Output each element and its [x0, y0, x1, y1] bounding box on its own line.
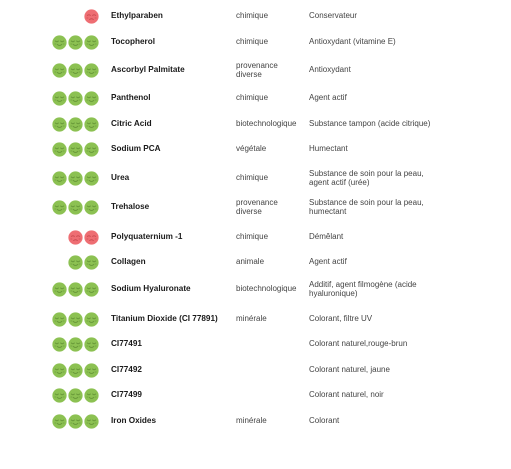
ingredient-name: Sodium PCA — [111, 144, 161, 153]
rating-icons — [52, 91, 99, 106]
good-rating-face-icon — [52, 312, 67, 327]
good-rating-face-icon — [52, 91, 67, 106]
good-rating-face-icon — [52, 142, 67, 157]
ingredient-origin: chimique — [236, 11, 269, 21]
good-rating-face-icon — [68, 142, 83, 157]
ingredient-origin: chimique — [236, 232, 269, 242]
ingredient-origin: végétale — [236, 144, 267, 154]
ingredient-name: Sodium Hyaluronate — [111, 284, 191, 293]
ingredient-function: Colorant naturel, jaune — [309, 365, 390, 375]
ingredient-name: Titanium Dioxide (CI 77891) — [111, 314, 218, 323]
ingredient-function: Humectant — [309, 144, 348, 154]
good-rating-face-icon — [68, 388, 83, 403]
ingredient-function: Agent actif — [309, 93, 347, 103]
rating-icons — [52, 171, 99, 186]
good-rating-face-icon — [68, 363, 83, 378]
good-rating-face-icon — [52, 282, 67, 297]
good-rating-face-icon — [52, 200, 67, 215]
ingredient-name: Tocopherol — [111, 37, 155, 46]
rating-icons — [52, 282, 99, 297]
good-rating-face-icon — [52, 388, 67, 403]
ingredient-name: CI77491 — [111, 339, 142, 348]
rating-icons — [52, 142, 99, 157]
good-rating-face-icon — [84, 91, 99, 106]
good-rating-face-icon — [84, 337, 99, 352]
good-rating-face-icon — [84, 117, 99, 132]
ingredient-origin: minérale — [236, 314, 267, 324]
good-rating-face-icon — [68, 63, 83, 78]
good-rating-face-icon — [52, 414, 67, 429]
ingredient-function: Substance de soin pour la peau, agent actif (urée) — [309, 168, 424, 187]
good-rating-face-icon — [52, 337, 67, 352]
good-rating-face-icon — [84, 171, 99, 186]
ingredient-name: Trehalose — [111, 202, 150, 211]
ingredient-function: Conservateur — [309, 11, 358, 21]
good-rating-face-icon — [84, 200, 99, 215]
ingredient-function: Antioxydant (vitamine E) — [309, 37, 396, 47]
ingredient-name: Polyquaternium -1 — [111, 232, 183, 241]
good-rating-face-icon — [68, 337, 83, 352]
good-rating-face-icon — [84, 363, 99, 378]
bad-rating-face-icon — [68, 230, 83, 245]
bad-rating-face-icon — [84, 9, 99, 24]
rating-icons — [52, 9, 99, 24]
ingredient-function: Antioxydant — [309, 65, 351, 75]
ingredient-name: Urea — [111, 173, 130, 182]
ingredient-origin: biotechnologique — [236, 284, 297, 294]
ingredient-origin: biotechnologique — [236, 119, 297, 129]
good-rating-face-icon — [52, 171, 67, 186]
ingredient-name: Ascorbyl Palmitate — [111, 65, 185, 74]
good-rating-face-icon — [68, 282, 83, 297]
good-rating-face-icon — [68, 312, 83, 327]
ingredient-function: Colorant, filtre UV — [309, 314, 373, 324]
bad-rating-face-icon — [84, 230, 99, 245]
rating-icons — [52, 414, 99, 429]
ingredient-origin: chimique — [236, 173, 269, 183]
ingredient-function: Additif, agent filmogène (acide hyaluronique) — [309, 279, 417, 298]
good-rating-face-icon — [68, 200, 83, 215]
ingredient-name: Ethylparaben — [111, 11, 163, 20]
good-rating-face-icon — [84, 255, 99, 270]
ingredient-name: CI77499 — [111, 390, 142, 399]
good-rating-face-icon — [84, 282, 99, 297]
good-rating-face-icon — [84, 63, 99, 78]
good-rating-face-icon — [52, 363, 67, 378]
ingredient-origin: chimique — [236, 37, 269, 47]
good-rating-face-icon — [68, 117, 83, 132]
rating-icons — [52, 337, 99, 352]
good-rating-face-icon — [52, 35, 67, 50]
good-rating-face-icon — [84, 414, 99, 429]
good-rating-face-icon — [84, 388, 99, 403]
rating-icons — [52, 117, 99, 132]
good-rating-face-icon — [68, 35, 83, 50]
good-rating-face-icon — [84, 35, 99, 50]
ingredient-function: Substance tampon (acide citrique) — [309, 119, 431, 129]
ingredient-function: Colorant naturel, noir — [309, 390, 384, 400]
ingredient-function: Colorant naturel,rouge-brun — [309, 339, 408, 349]
ingredient-origin: animale — [236, 257, 265, 267]
ingredient-function: Substance de soin pour la peau, humectant — [309, 197, 424, 216]
good-rating-face-icon — [68, 171, 83, 186]
rating-icons — [52, 200, 99, 215]
ingredient-function: Colorant — [309, 416, 340, 426]
good-rating-face-icon — [84, 312, 99, 327]
good-rating-face-icon — [84, 142, 99, 157]
rating-icons — [52, 363, 99, 378]
good-rating-face-icon — [52, 63, 67, 78]
good-rating-face-icon — [68, 414, 83, 429]
ingredient-function: Agent actif — [309, 257, 347, 267]
ingredient-function: Démêlant — [309, 232, 344, 242]
rating-icons — [52, 388, 99, 403]
good-rating-face-icon — [68, 91, 83, 106]
rating-icons — [52, 63, 99, 78]
ingredient-name: CI77492 — [111, 365, 142, 374]
ingredient-origin: minérale — [236, 416, 267, 426]
ingredient-name: Collagen — [111, 257, 146, 266]
ingredient-name: Citric Acid — [111, 119, 152, 128]
rating-icons — [52, 35, 99, 50]
rating-icons — [52, 230, 99, 245]
good-rating-face-icon — [68, 255, 83, 270]
ingredient-origin: provenance diverse — [236, 197, 278, 216]
ingredient-name: Iron Oxides — [111, 416, 157, 425]
rating-icons — [52, 255, 99, 270]
ingredient-origin: chimique — [236, 93, 269, 103]
rating-icons — [52, 312, 99, 327]
good-rating-face-icon — [52, 117, 67, 132]
ingredient-name: Panthenol — [111, 93, 151, 102]
ingredient-origin: provenance diverse — [236, 60, 278, 79]
